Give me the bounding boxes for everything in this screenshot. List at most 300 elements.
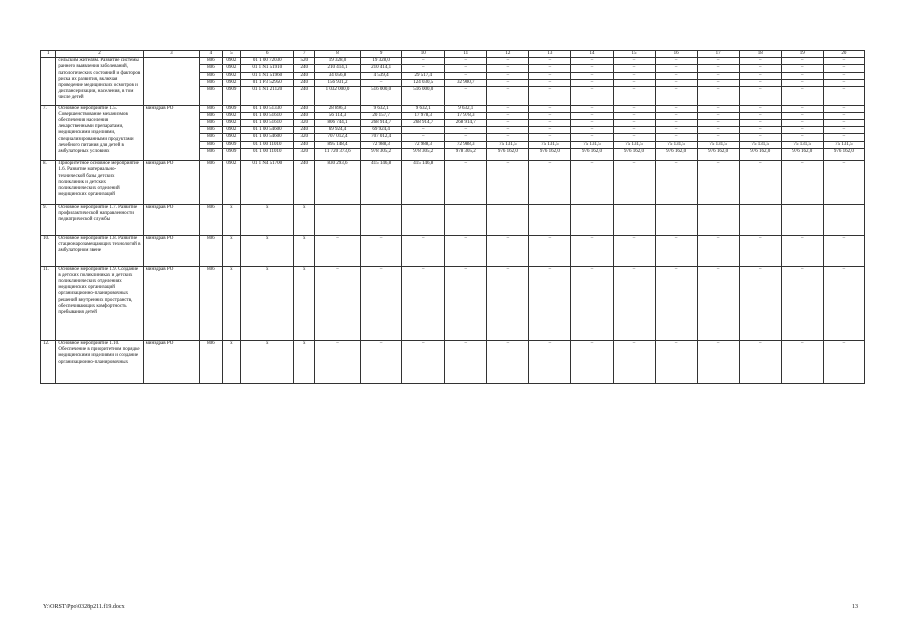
table-cell: – xyxy=(529,134,571,141)
table-cell: – xyxy=(781,87,823,106)
table-cell: – xyxy=(739,266,781,340)
table-cell: – xyxy=(613,65,655,72)
table-cell: 75 131,5 xyxy=(739,141,781,148)
executor: минздрав РО xyxy=(143,235,199,266)
table-cell: – xyxy=(402,65,445,72)
table-cell: 976 162,0 xyxy=(613,148,655,160)
table-cell: – xyxy=(487,105,529,112)
table-cell: – xyxy=(613,266,655,340)
table-cell: х xyxy=(294,341,315,384)
table-row xyxy=(41,341,865,384)
table-cell: 806 xyxy=(200,105,223,112)
table-cell: – xyxy=(697,72,739,79)
table-cell: 830 293,6 xyxy=(314,161,360,204)
table-cell: х xyxy=(222,266,240,340)
table-cell: – xyxy=(823,58,864,65)
table-cell: 0909 xyxy=(222,87,240,106)
table-cell: 4 539,4 xyxy=(361,72,402,79)
table-cell: – xyxy=(571,112,613,119)
table-cell: – xyxy=(487,65,529,72)
executor: минздрав РО xyxy=(143,161,199,204)
table-cell: – xyxy=(487,87,529,106)
table-cell: х xyxy=(222,204,240,235)
column-number-cell: 9 xyxy=(361,51,402,58)
table-cell: 01 1 00 51610 xyxy=(241,120,294,127)
column-number-cell: 8 xyxy=(314,51,360,58)
table-cell: 320 xyxy=(294,148,315,160)
table-cell: 976 162,0 xyxy=(697,148,739,160)
row-number xyxy=(41,58,56,105)
table-cell: – xyxy=(361,341,402,384)
activity-description: Приоритетное основное мероприятие 1.6. Развитие материально-технической базы детских поликлиник и детских поликлинических отделений медицинских организаций xyxy=(56,161,143,204)
column-number-cell: 7 xyxy=(294,51,315,58)
table-cell: – xyxy=(487,134,529,141)
budget-table xyxy=(40,50,865,384)
table-cell: 19 328,0 xyxy=(314,58,360,65)
table-cell: – xyxy=(781,235,823,266)
row-number: 9. xyxy=(41,204,56,235)
table-cell: 0902 xyxy=(222,112,240,119)
table-cell: – xyxy=(823,134,864,141)
column-number-cell: 2 xyxy=(56,51,143,58)
column-number-cell: 17 xyxy=(697,51,739,58)
column-number-cell: 3 xyxy=(143,51,199,58)
table-cell xyxy=(613,204,655,235)
table-cell: – xyxy=(445,235,487,266)
table-cell: – xyxy=(571,161,613,204)
table-cell: х xyxy=(294,204,315,235)
column-number-cell: 20 xyxy=(823,51,864,58)
table-cell: – xyxy=(739,120,781,127)
table-cell: – xyxy=(739,112,781,119)
table-cell: – xyxy=(402,127,445,134)
table-cell: – xyxy=(739,87,781,106)
table-cell: 01 1 00 72030 xyxy=(241,58,294,65)
table-cell: х xyxy=(294,266,315,340)
table-cell: 240 xyxy=(294,105,315,112)
table-cell: 806 xyxy=(200,120,223,127)
activity-description: Основное мероприятие 1.8. Развитие стационарозамещающих технологий в амбулаторном звене xyxy=(56,235,143,266)
table-cell: 01 1 00 11010 xyxy=(241,148,294,160)
table-cell: 806 xyxy=(200,148,223,160)
table-cell: – xyxy=(487,266,529,340)
table-cell: 520 xyxy=(294,58,315,65)
table-cell: – xyxy=(781,58,823,65)
table-cell: – xyxy=(487,341,529,384)
table-cell: 806 xyxy=(200,87,223,106)
table-cell: – xyxy=(739,72,781,79)
table-cell: – xyxy=(445,341,487,384)
table-cell: 976 162,0 xyxy=(571,148,613,160)
table-row xyxy=(41,266,865,340)
table-cell: 516 000,0 xyxy=(361,87,402,106)
table-cell xyxy=(571,204,613,235)
table-cell: 01 1 N1 51910 xyxy=(241,65,294,72)
column-number-cell: 16 xyxy=(655,51,697,58)
table-cell: – xyxy=(613,127,655,134)
table-cell: – xyxy=(739,79,781,86)
table-cell: 19 328,0 xyxy=(361,58,402,65)
executor: минздрав РО xyxy=(143,266,199,340)
table-cell: – xyxy=(823,112,864,119)
table-cell: – xyxy=(571,79,613,86)
executor xyxy=(143,58,199,105)
table-cell xyxy=(655,204,697,235)
table-cell: – xyxy=(402,266,445,340)
table-cell: – xyxy=(697,58,739,65)
table-row xyxy=(41,161,865,204)
table-cell: 01 1 N1 51960 xyxy=(241,72,294,79)
table-cell: 34 056,8 xyxy=(314,72,360,79)
table-cell: 976 162,0 xyxy=(781,148,823,160)
table-cell: – xyxy=(739,134,781,141)
table-cell: 0902 xyxy=(222,120,240,127)
table-cell xyxy=(314,204,360,235)
table-cell: 707 012,4 xyxy=(361,134,402,141)
table-cell: 415 146,8 xyxy=(402,161,445,204)
table-cell: – xyxy=(613,72,655,79)
executor: минздрав РО xyxy=(143,204,199,235)
table-cell: – xyxy=(613,105,655,112)
table-cell: х xyxy=(241,204,294,235)
table-cell: – xyxy=(529,58,571,65)
table-cell: 806 xyxy=(200,235,223,266)
table-cell: 01 1 N1 21120 xyxy=(241,87,294,106)
table-cell: 806 xyxy=(200,204,223,235)
table-row xyxy=(41,105,865,112)
table-cell: – xyxy=(487,58,529,65)
table-cell: – xyxy=(823,266,864,340)
table-cell xyxy=(739,204,781,235)
table-cell: – xyxy=(613,120,655,127)
table-cell: – xyxy=(697,266,739,340)
table-cell: – xyxy=(739,161,781,204)
table-cell: 75 131,5 xyxy=(781,141,823,148)
table-cell: 707 012,4 xyxy=(314,134,360,141)
table-cell: 806 xyxy=(200,341,223,384)
table-cell: – xyxy=(529,161,571,204)
table-cell: – xyxy=(823,161,864,204)
table-cell: 75 131,5 xyxy=(697,141,739,148)
table-cell: 75 131,5 xyxy=(823,141,864,148)
table-cell: – xyxy=(445,134,487,141)
table-cell: – xyxy=(655,65,697,72)
table-cell: – xyxy=(739,65,781,72)
table-cell: – xyxy=(739,105,781,112)
table-cell: 72 988,3 xyxy=(361,141,402,148)
table-cell: – xyxy=(655,341,697,384)
table-cell: 806 xyxy=(200,161,223,204)
table-cell: – xyxy=(823,87,864,106)
row-number: 12. xyxy=(41,341,56,384)
table-cell: – xyxy=(823,341,864,384)
table-cell: – xyxy=(781,161,823,204)
table-cell: – xyxy=(402,134,445,141)
table-cell: – xyxy=(529,87,571,106)
table-cell: – xyxy=(781,79,823,86)
table-cell: – xyxy=(613,235,655,266)
table-cell: 0902 xyxy=(222,72,240,79)
table-cell: 806 xyxy=(200,266,223,340)
table-cell: – xyxy=(361,266,402,340)
table-cell: – xyxy=(445,266,487,340)
column-number-cell: 12 xyxy=(487,51,529,58)
table-cell: – xyxy=(487,120,529,127)
table-cell: 01 1 N4 51700 xyxy=(241,161,294,204)
table-cell: – xyxy=(697,127,739,134)
table-cell: 72 988,3 xyxy=(402,141,445,148)
table-cell: 0909 xyxy=(222,141,240,148)
table-cell: – xyxy=(739,341,781,384)
column-number-cell: 4 xyxy=(200,51,223,58)
column-number-cell: 15 xyxy=(613,51,655,58)
table-cell xyxy=(529,204,571,235)
table-cell: 240 xyxy=(294,72,315,79)
table-cell: – xyxy=(781,127,823,134)
table-cell: 28 896,3 xyxy=(314,105,360,112)
table-cell: – xyxy=(613,161,655,204)
table-cell: 17 978,3 xyxy=(402,112,445,119)
table-cell: – xyxy=(571,127,613,134)
table-cell: 01 1 00 54600 xyxy=(241,127,294,134)
table-cell: – xyxy=(529,79,571,86)
table-cell: – xyxy=(781,266,823,340)
table-cell: – xyxy=(487,161,529,204)
table-cell: 9 632,1 xyxy=(402,105,445,112)
table-cell: – xyxy=(487,72,529,79)
table-cell: 806 xyxy=(200,127,223,134)
table-cell: 0909 xyxy=(222,105,240,112)
table-cell: – xyxy=(823,65,864,72)
table-cell: – xyxy=(823,127,864,134)
page-number: 13 xyxy=(852,604,858,610)
table-cell: – xyxy=(655,58,697,65)
table-cell: – xyxy=(781,112,823,119)
table-cell: 240 xyxy=(294,79,315,86)
table-cell: – xyxy=(613,134,655,141)
table-cell: – xyxy=(781,134,823,141)
table-cell: – xyxy=(571,72,613,79)
table-cell: 240 xyxy=(294,161,315,204)
table-cell: – xyxy=(823,235,864,266)
table-cell: – xyxy=(529,341,571,384)
table-cell: – xyxy=(529,127,571,134)
table-cell: 415 146,8 xyxy=(361,161,402,204)
table-row xyxy=(41,58,865,65)
table-cell: – xyxy=(655,161,697,204)
table-cell: – xyxy=(571,341,613,384)
table-cell: – xyxy=(571,87,613,106)
table-cell: 75 131,5 xyxy=(655,141,697,148)
table-cell: – xyxy=(487,112,529,119)
table-cell: – xyxy=(697,134,739,141)
row-number: 8. xyxy=(41,161,56,204)
table-cell: – xyxy=(823,105,864,112)
activity-description: Основное мероприятие 1.10. Обеспечение в приоритетном порядке медицинскими изделиями и создание организационно-планировочных xyxy=(56,341,143,384)
table-cell: – xyxy=(655,105,697,112)
table-cell: 806 xyxy=(200,72,223,79)
table-cell: – xyxy=(697,112,739,119)
table-cell: – xyxy=(613,87,655,106)
table-cell: 268 914,7 xyxy=(361,120,402,127)
table-cell: 9 632,1 xyxy=(361,105,402,112)
table-cell: х xyxy=(241,341,294,384)
table-cell: 0902 xyxy=(222,65,240,72)
table-cell: – xyxy=(697,235,739,266)
table-cell: 320 xyxy=(294,120,315,127)
table-cell: 20 157,7 xyxy=(361,112,402,119)
table-cell: – xyxy=(613,112,655,119)
table-cell: – xyxy=(739,235,781,266)
table-cell: – xyxy=(529,105,571,112)
table-cell: 01 1 P3 52950 xyxy=(241,79,294,86)
table-cell: – xyxy=(571,266,613,340)
table-cell: 1 032 000,0 xyxy=(314,87,360,106)
table-cell: 0909 xyxy=(222,148,240,160)
activity-description: Основное мероприятие 1.9. Создание в детских поликлиниках и детских поликлинических отделениях медицинских организаций организационно-планировочных решений внутренних пространств, обеспечивающих комфортность пребывания детей xyxy=(56,266,143,340)
table-cell: 210 414,1 xyxy=(361,65,402,72)
row-number: 7. xyxy=(41,105,56,161)
row-number: 10. xyxy=(41,235,56,266)
table-cell: 56 114,3 xyxy=(314,112,360,119)
table-cell: – xyxy=(361,235,402,266)
table-cell: – xyxy=(445,161,487,204)
table-cell: 69 924,4 xyxy=(314,127,360,134)
table-cell: 240 xyxy=(294,127,315,134)
table-cell: 01 1 00 54600 xyxy=(241,134,294,141)
table-cell: 01 1 00 11010 xyxy=(241,141,294,148)
table-cell: – xyxy=(697,87,739,106)
table-cell: – xyxy=(655,79,697,86)
table-cell: – xyxy=(781,65,823,72)
table-cell: 320 xyxy=(294,134,315,141)
table-cell: 895 148,4 xyxy=(314,141,360,148)
table-cell: 976 162,0 xyxy=(529,148,571,160)
table-cell: 0902 xyxy=(222,79,240,86)
table-cell: – xyxy=(445,127,487,134)
table-cell: 240 xyxy=(294,65,315,72)
table-cell: – xyxy=(655,120,697,127)
table-cell: 806 xyxy=(200,79,223,86)
table-cell: – xyxy=(823,120,864,127)
table-cell: х xyxy=(294,235,315,266)
table-cell: – xyxy=(571,120,613,127)
table-cell: – xyxy=(781,105,823,112)
table-cell: – xyxy=(314,341,360,384)
table-cell: 72 988,3 xyxy=(445,141,487,148)
table-cell: – xyxy=(739,58,781,65)
table-cell: 978 305,2 xyxy=(402,148,445,160)
table-cell: 0902 xyxy=(222,134,240,141)
table-cell: 01 1 00 51330 xyxy=(241,105,294,112)
table-cell: – xyxy=(571,58,613,65)
table-cell: – xyxy=(314,235,360,266)
column-number-cell: 1 xyxy=(41,51,56,58)
table-row xyxy=(41,235,865,266)
table-cell: 806 xyxy=(200,134,223,141)
table-cell: – xyxy=(529,266,571,340)
table-cell xyxy=(445,204,487,235)
table-cell xyxy=(487,204,529,235)
table-cell: – xyxy=(613,58,655,65)
table-cell: – xyxy=(529,112,571,119)
table-cell: – xyxy=(571,105,613,112)
table-cell: 976 162,0 xyxy=(487,148,529,160)
table-cell: – xyxy=(823,79,864,86)
table-cell: – xyxy=(655,87,697,106)
column-number-cell: 13 xyxy=(529,51,571,58)
table-cell xyxy=(402,204,445,235)
table-cell: – xyxy=(697,120,739,127)
executor: минздрав РО xyxy=(143,105,199,161)
table-cell: – xyxy=(445,87,487,106)
table-cell: 806 xyxy=(200,141,223,148)
table-cell xyxy=(361,204,402,235)
table-cell: 29 517,4 xyxy=(402,72,445,79)
table-cell: 806 xyxy=(200,112,223,119)
table-cell: – xyxy=(697,105,739,112)
table-cell: – xyxy=(697,79,739,86)
table-cell: 210 414,1 xyxy=(314,65,360,72)
table-cell: – xyxy=(655,112,697,119)
table-cell: 9 632,1 xyxy=(445,105,487,112)
table-cell: – xyxy=(487,235,529,266)
table-cell: – xyxy=(697,65,739,72)
table-cell xyxy=(697,204,739,235)
table-cell: 11 720 373,6 xyxy=(314,148,360,160)
table-cell: 516 000,0 xyxy=(402,87,445,106)
table-cell: – xyxy=(571,134,613,141)
column-number-cell: 18 xyxy=(739,51,781,58)
table-cell: 156 931,2 xyxy=(314,79,360,86)
table-cell: – xyxy=(655,127,697,134)
table-cell: х xyxy=(241,266,294,340)
table-cell: 0902 xyxy=(222,161,240,204)
table-cell: – xyxy=(823,72,864,79)
table-cell: 0902 xyxy=(222,127,240,134)
column-number-cell: 11 xyxy=(445,51,487,58)
row-number: 11. xyxy=(41,266,56,340)
table-cell: х xyxy=(222,341,240,384)
table-cell: – xyxy=(487,79,529,86)
table-cell: – xyxy=(445,72,487,79)
column-number-cell: 6 xyxy=(241,51,294,58)
table-cell: 978 305,2 xyxy=(361,148,402,160)
activity-description: сельским жителям. Развитие системы раннего выявления заболеваний, патологических состояний и факторов риска их развития, включая проведение медицинских осмотров и диспансеризации, населения, в том числе детей xyxy=(56,58,143,105)
activity-description: Основное мероприятие 1.7. Развитие профилактической направленности педиатрической службы xyxy=(56,204,143,235)
table-cell: – xyxy=(361,79,402,86)
table-cell: 75 131,5 xyxy=(571,141,613,148)
footer-file-path: Y:\ORST\Ppo\0328p211.f19.docx xyxy=(43,604,125,610)
table-cell: 806 744,1 xyxy=(314,120,360,127)
table-cell: – xyxy=(781,120,823,127)
table-cell: 976 162,0 xyxy=(739,148,781,160)
table-cell: 32 900,7 xyxy=(445,79,487,86)
column-number-cell: 10 xyxy=(402,51,445,58)
table-cell: 978 305,2 xyxy=(445,148,487,160)
table-cell: – xyxy=(529,120,571,127)
table-cell: 268 914,7 xyxy=(402,120,445,127)
table-cell: – xyxy=(613,341,655,384)
table-cell: – xyxy=(655,72,697,79)
table-cell: – xyxy=(314,266,360,340)
table-cell: 240 xyxy=(294,87,315,106)
table-cell: 75 131,5 xyxy=(487,141,529,148)
table-cell: – xyxy=(445,65,487,72)
table-cell: – xyxy=(781,341,823,384)
table-cell: – xyxy=(529,235,571,266)
table-cell: – xyxy=(402,341,445,384)
